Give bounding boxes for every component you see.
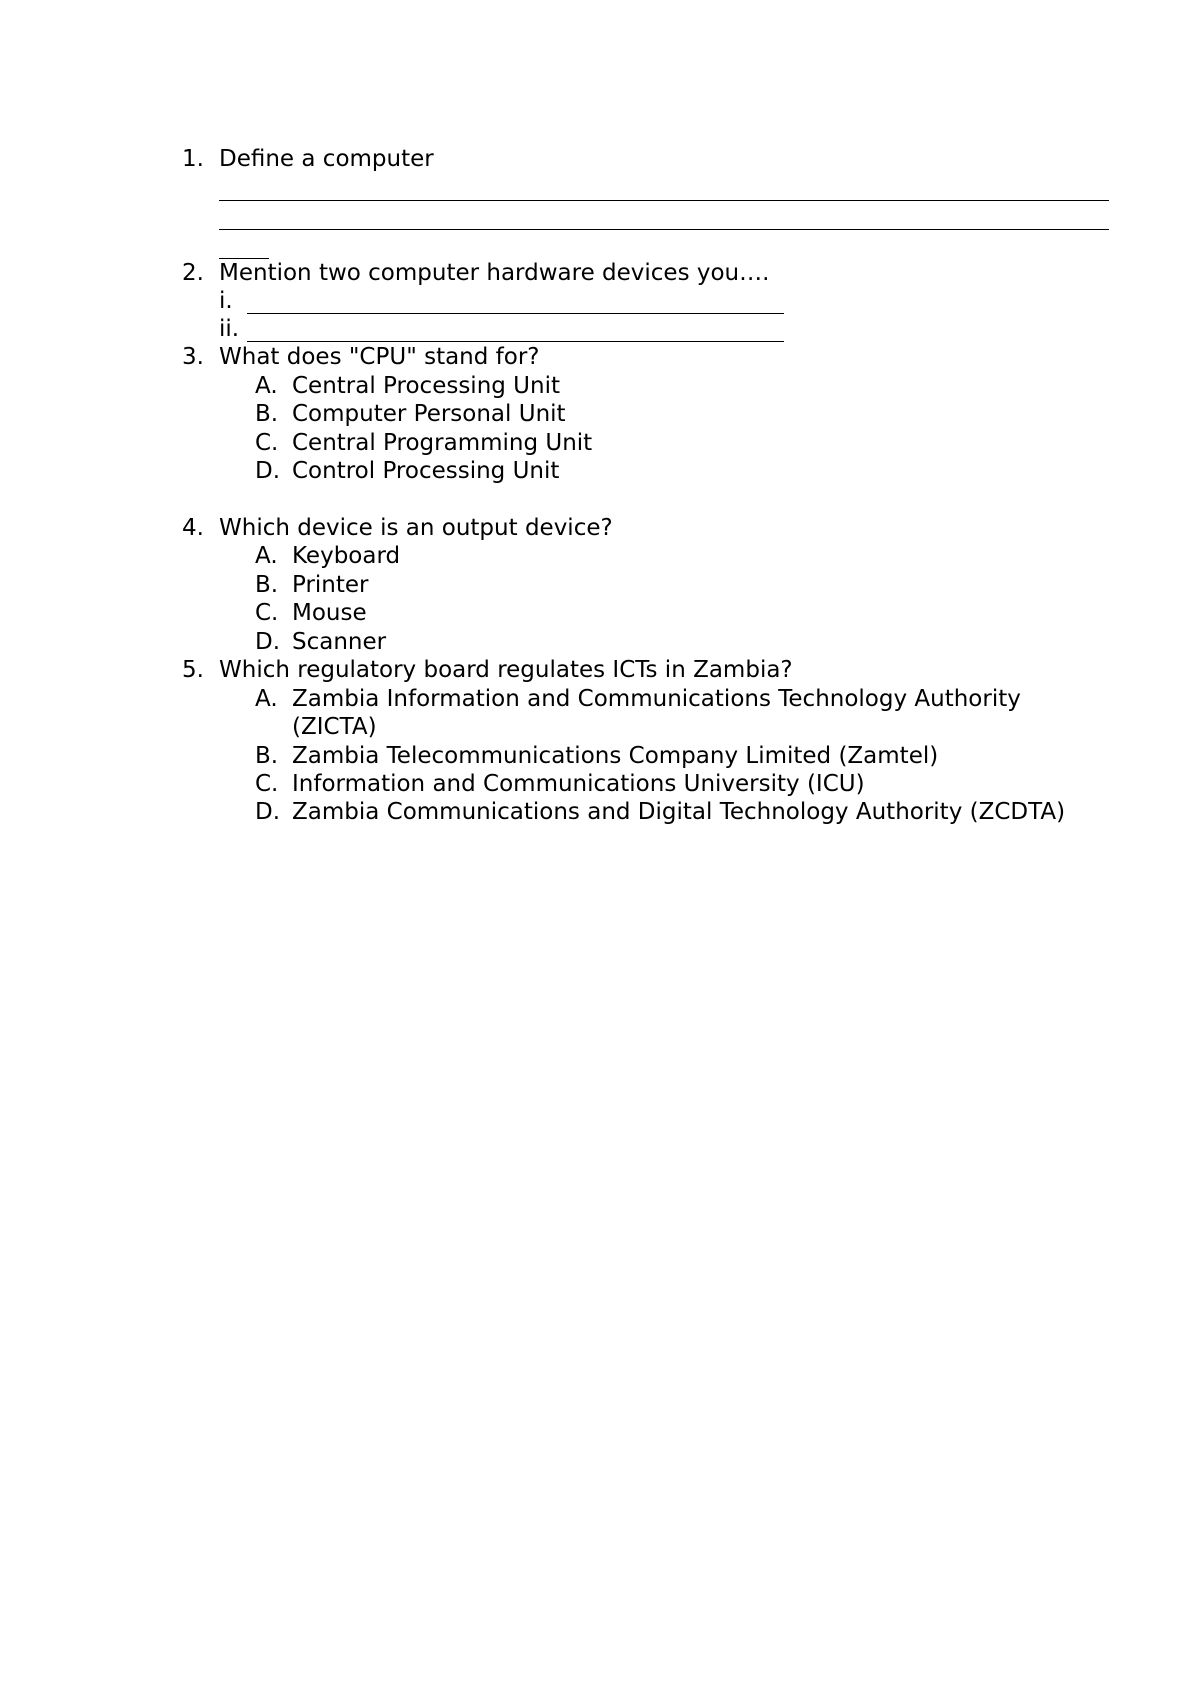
question-2-item-i-marker: i.: [219, 288, 233, 314]
question-4-number: 4.: [182, 515, 204, 541]
question-4-option-b-letter: B.: [255, 572, 279, 598]
question-3-option-a-letter: A.: [255, 373, 278, 399]
question-5-option-c-letter: C.: [255, 771, 279, 797]
answer-line-1[interactable]: [219, 200, 1109, 201]
question-3-number: 3.: [182, 344, 204, 370]
question-1-number: 1.: [182, 146, 204, 172]
question-5-option-c-text: Information and Communications University (ICU): [292, 771, 865, 797]
question-5-option-a-letter: A.: [255, 686, 278, 712]
question-4-option-c-letter: C.: [255, 600, 279, 626]
question-2-item-ii-marker: ii.: [219, 316, 240, 342]
question-5-number: 5.: [182, 657, 204, 683]
question-5-option-a-text-continued: (ZICTA): [292, 714, 377, 740]
question-4-option-d-text: Scanner: [292, 629, 387, 655]
question-4-text: Which device is an output device?: [219, 515, 613, 541]
question-4-option-b-text: Printer: [292, 572, 369, 598]
question-2-number: 2.: [182, 260, 204, 286]
answer-line-2[interactable]: [219, 229, 1109, 230]
question-2-item-i-answer-line[interactable]: [247, 313, 784, 314]
question-5-option-b-letter: B.: [255, 743, 279, 769]
question-3-option-d-text: Control Processing Unit: [292, 458, 560, 484]
question-3-option-b-letter: B.: [255, 401, 279, 427]
question-5-option-a-text: Zambia Information and Communications Technology Authority: [292, 686, 1021, 712]
question-4-option-a-text: Keyboard: [292, 543, 401, 569]
question-5-text: Which regulatory board regulates ICTs in Zambia?: [219, 657, 793, 683]
question-2-text: Mention two computer hardware devices you….: [219, 260, 770, 286]
question-4-option-a-letter: A.: [255, 543, 278, 569]
question-1-text: Define a computer: [219, 146, 434, 172]
question-5-option-b-text: Zambia Telecommunications Company Limited (Zamtel): [292, 743, 939, 769]
question-2-item-ii-answer-line[interactable]: [247, 341, 784, 342]
question-5-option-d-letter: D.: [255, 799, 281, 825]
question-4-option-c-text: Mouse: [292, 600, 367, 626]
question-3-option-a-text: Central Processing Unit: [292, 373, 561, 399]
question-3-option-c-letter: C.: [255, 430, 279, 456]
question-3-option-d-letter: D.: [255, 458, 281, 484]
question-5-option-d-text: Zambia Communications and Digital Technology Authority (ZCDTA): [292, 799, 1066, 825]
question-3-option-c-text: Central Programming Unit: [292, 430, 593, 456]
question-3-text: What does "CPU" stand for?: [219, 344, 540, 370]
question-3-option-b-text: Computer Personal Unit: [292, 401, 566, 427]
question-4-option-d-letter: D.: [255, 629, 281, 655]
